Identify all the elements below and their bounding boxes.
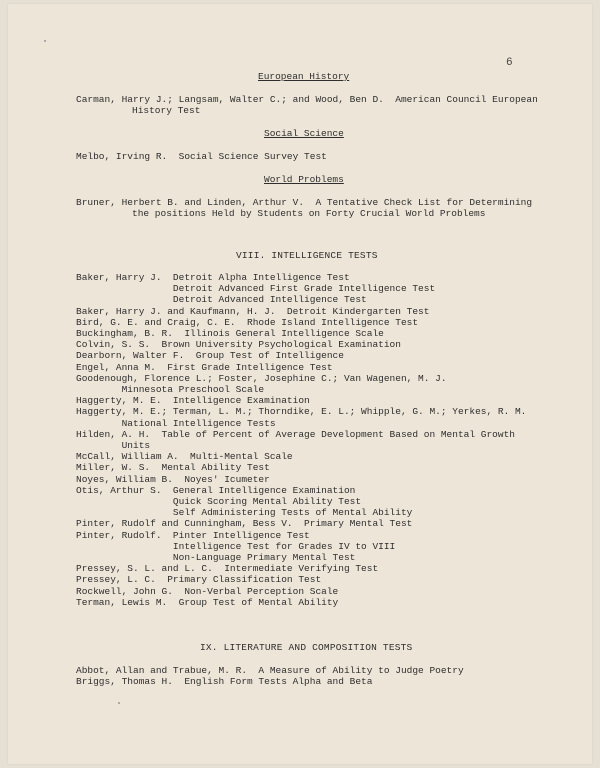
entry-line: Baker, Harry J. and Kaufmann, H. J. Detroit Kindergarten Test	[76, 305, 430, 317]
entry-line: Minnesota Preschool Scale	[76, 384, 265, 395]
entry-line: Haggerty, M. E.; Terman, L. M.; Thorndike, E. L.; Whipple, G. M.; Yerkes, R. M.	[76, 406, 527, 418]
entry-line: Quick Scoring Mental Ability Test	[76, 496, 362, 507]
entry-line: Colvin, S. S. Brown University Psychological Examination	[76, 339, 401, 351]
entry-line: Melbo, Irving R. Social Science Survey Test	[76, 151, 327, 162]
entry-line: Miller, W. S. Mental Ability Test	[76, 462, 270, 474]
entry-line: Engel, Anna M. First Grade Intelligence Test	[76, 361, 333, 373]
entry-line: Pinter, Rudolf. Pinter Intelligence Test	[76, 529, 310, 541]
entry-line: Intelligence Test for Grades IV to VIII	[76, 540, 396, 552]
entry-line: Non-Language Primary Mental Test	[76, 552, 356, 563]
heading-world-problems: World Problems	[264, 174, 344, 185]
entry-line: Briggs, Thomas H. English Form Tests Alpha and Beta	[76, 676, 373, 688]
heading-intelligence-tests: VIII. INTELLIGENCE TESTS	[236, 250, 378, 261]
entry-line: History Test	[132, 105, 201, 116]
entry-line: the positions Held by Students on Forty Crucial World Problems	[132, 208, 486, 219]
heading-literature-tests: IX. LITERATURE AND COMPOSITION TESTS	[200, 642, 413, 653]
entry-line: Terman, Lewis M. Group Test of Mental Ability	[76, 596, 339, 608]
entry-line: Haggerty, M. E. Intelligence Examination	[76, 395, 310, 407]
document-page	[8, 4, 592, 764]
entry-line: Goodenough, Florence L.; Foster, Josephine C.; Van Wagenen, M. J.	[76, 372, 447, 384]
page-number: 6	[506, 57, 513, 69]
heading-social-science: Social Science	[264, 128, 344, 139]
entry-line: Pressey, S. L. and L. C. Intermediate Verifying Test	[76, 563, 379, 575]
entry-line: Detroit Advanced Intelligence Test	[76, 294, 367, 306]
entry-line: Self Administering Tests of Mental Ability	[76, 507, 413, 519]
entry-line: Hilden, A. H. Table of Percent of Average Development Based on Mental Growth	[76, 428, 515, 440]
paper-speck	[44, 40, 46, 42]
heading-european-history: European History	[258, 71, 350, 82]
entry-line: Rockwell, John G. Non-Verbal Perception Scale	[76, 585, 339, 597]
entry-line: Abbot, Allan and Trabue, M. R. A Measure of Ability to Judge Poetry	[76, 665, 464, 676]
entry-line: McCall, William A. Multi-Mental Scale	[76, 451, 293, 463]
entry-line: Baker, Harry J. Detroit Alpha Intelligence Test	[76, 272, 350, 283]
entry-line: Otis, Arthur S. General Intelligence Examination	[76, 484, 356, 496]
entry-line: Dearborn, Walter F. Group Test of Intelligence	[76, 350, 344, 362]
entry-line: Noyes, William B. Noyes' Icumeter	[76, 473, 270, 485]
entry-line: Pinter, Rudolf and Cunningham, Bess V. Primary Mental Test	[76, 518, 413, 530]
entry-line: National Intelligence Tests	[76, 417, 276, 429]
entry-line: Bird, G. E. and Craig, C. E. Rhode Island Intelligence Test	[76, 316, 419, 328]
entry-line: Buckingham, B. R. Illinois General Intelligence Scale	[76, 328, 384, 339]
entry-line: Bruner, Herbert B. and Linden, Arthur V. A Tentative Check List for Determining	[76, 197, 533, 208]
entry-line: Carman, Harry J.; Langsam, Walter C.; and Wood, Ben D. American Council European	[76, 94, 538, 105]
paper-speck	[118, 702, 120, 704]
entry-line: Detroit Advanced First Grade Intelligence Test	[76, 283, 436, 295]
entry-line: Units	[76, 440, 151, 451]
entry-line: Pressey, L. C. Primary Classification Test	[76, 574, 322, 586]
